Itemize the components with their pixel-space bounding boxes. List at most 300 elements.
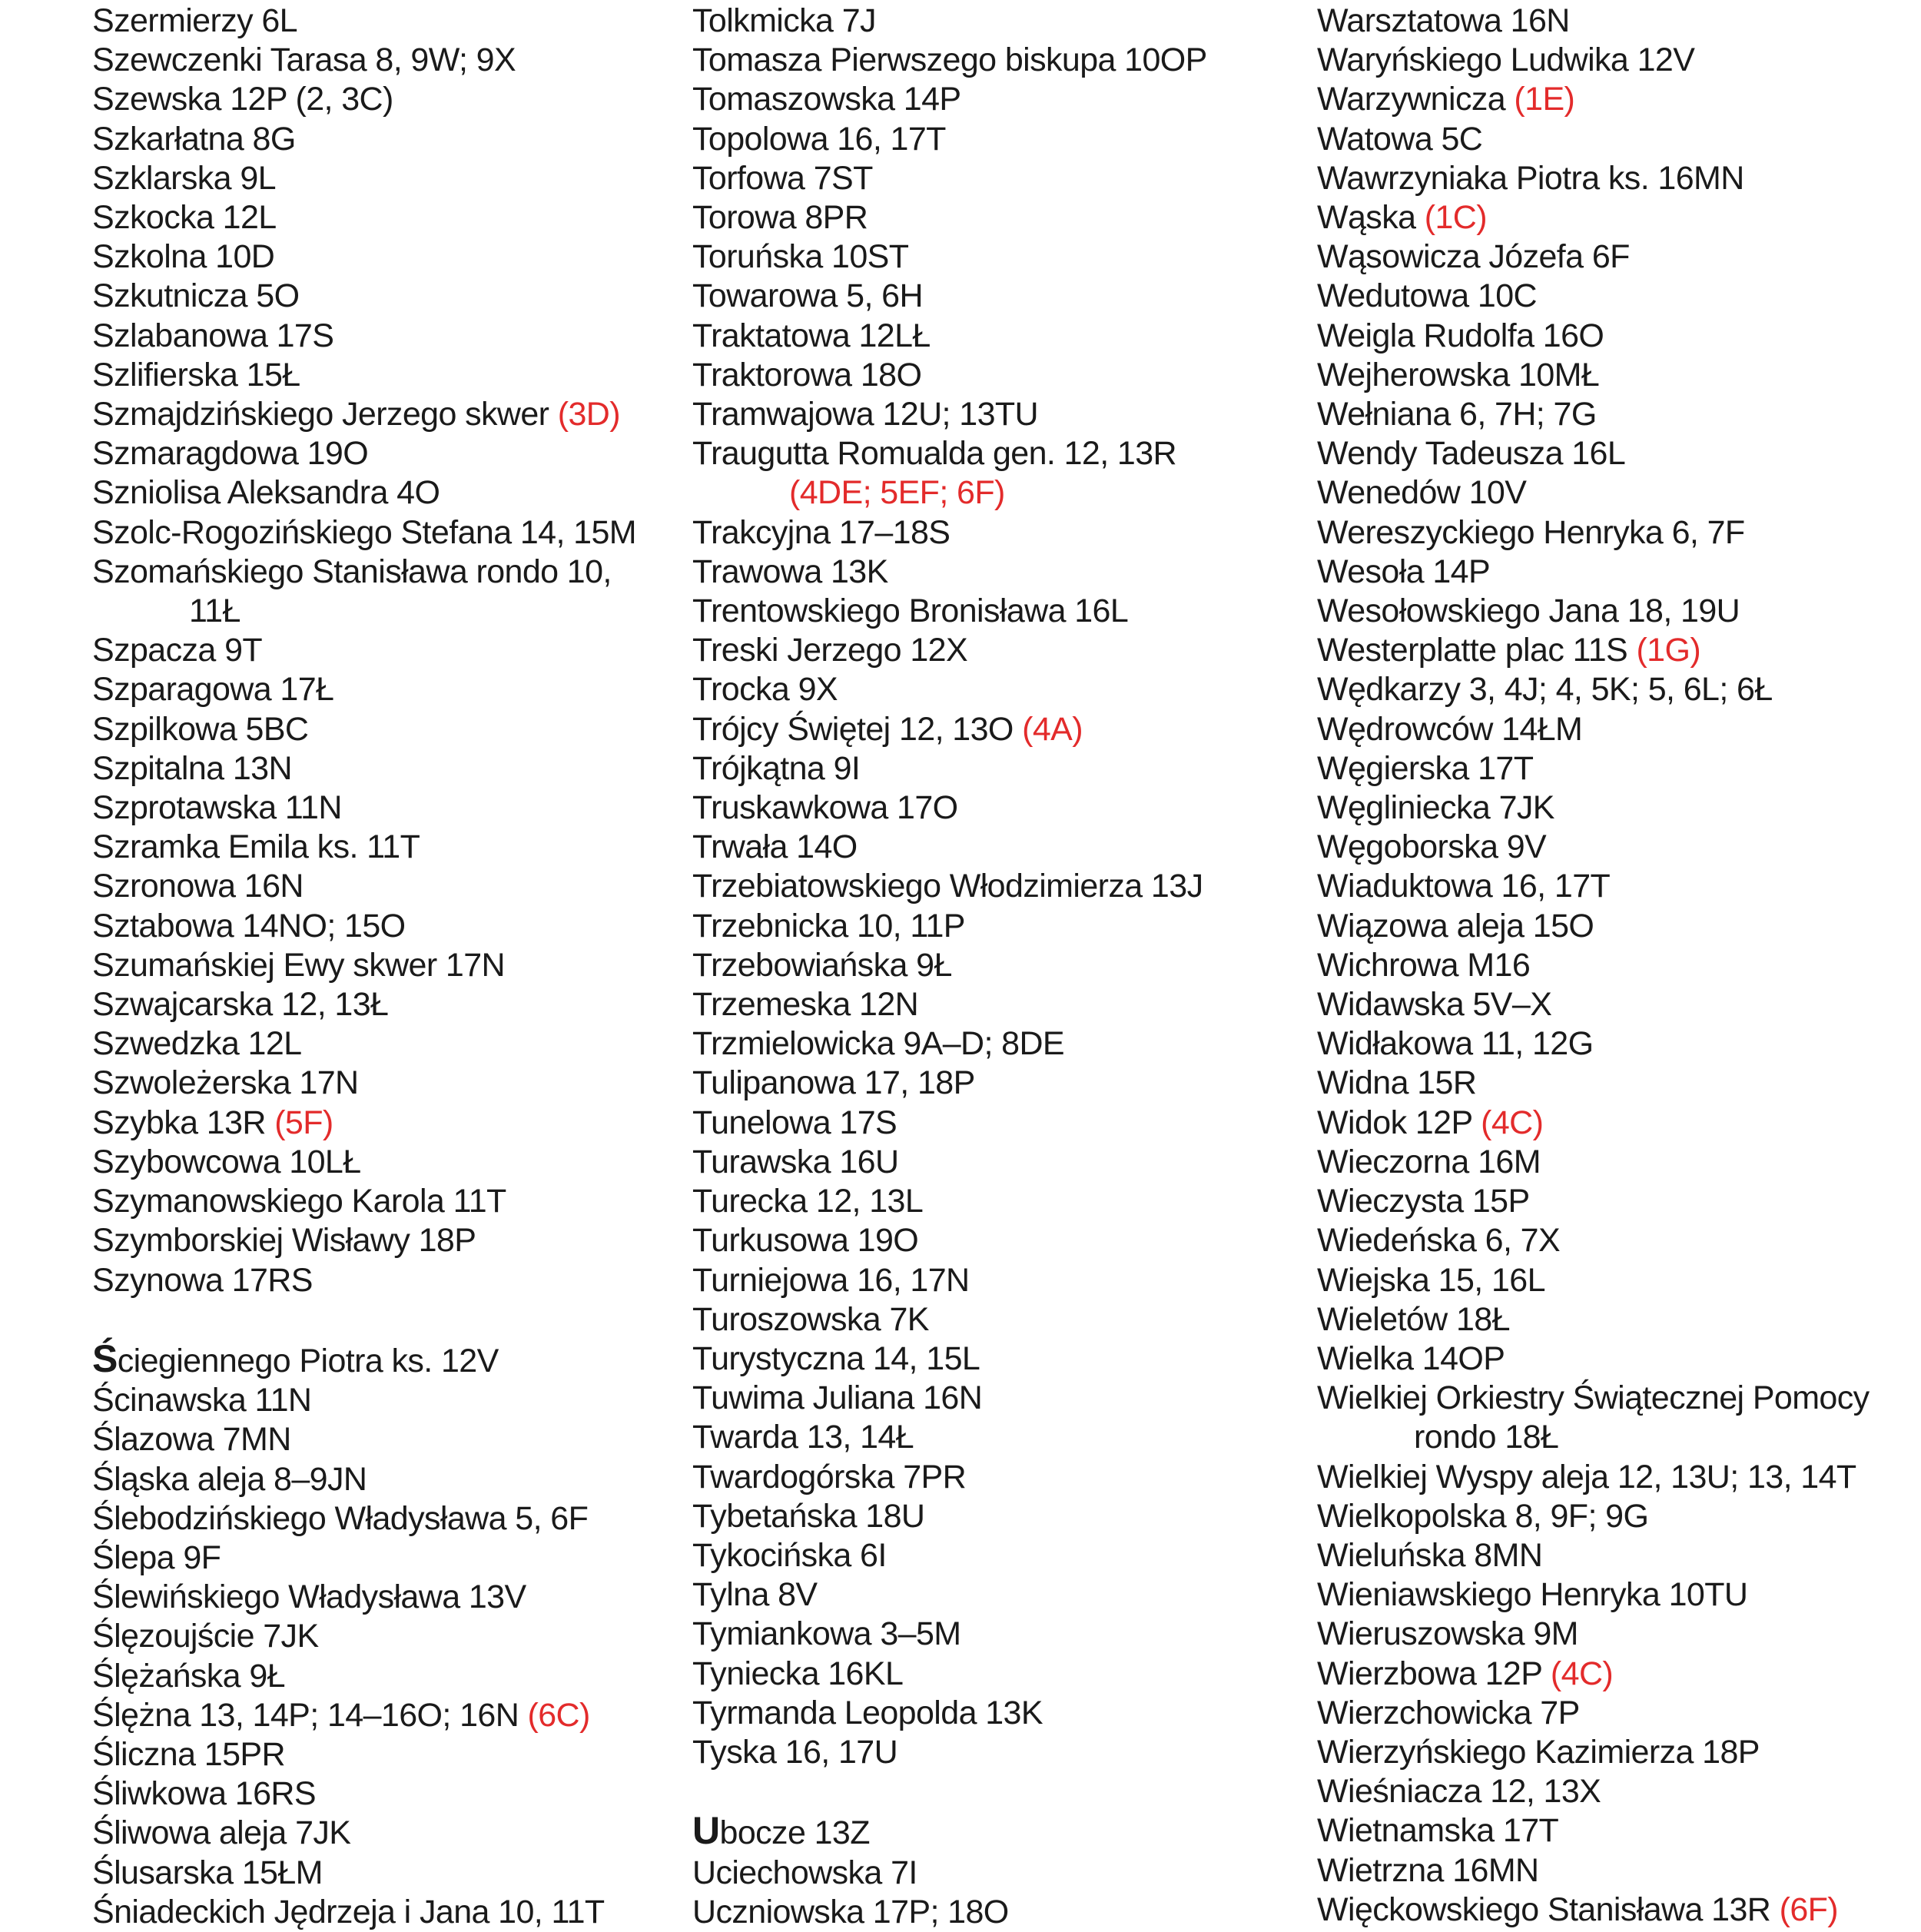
street-name: Wierzchowicka 7P [1317,1694,1580,1731]
index-entry [92,1539,636,1578]
street-name: Ślepa 9F [92,1539,221,1576]
street-name: Tomasza Pierwszego biskupa 10OP [692,41,1207,79]
street-name: Trocka 9X [692,671,838,709]
index-entry [92,749,636,788]
index-entry [92,946,636,985]
street-name: Widawska 5V–X [1317,986,1552,1024]
street-name: Wieletów 18Ł [1317,1300,1510,1338]
street-name: Śniadeckich Jędrzeja i Jana 10, 11T [92,1893,605,1930]
street-name: Traugutta Romualda gen. 12, 13R [692,435,1176,473]
street-name: ciegiennego Piotra ks. 12V [117,1342,499,1379]
street-name: Ślężna 13, 14P; 14–16O; 16N [92,1696,528,1734]
index-entry [692,1655,1207,1694]
index-entry [92,1104,636,1143]
street-name: Szolc-Rogozińskiego Stefana 14, 15M [92,513,637,551]
street-name: Tylna 8V [692,1576,818,1614]
street-name: Traktatowa 12LŁ [692,317,931,354]
street-name: Tulipanowa 17, 18P [692,1064,975,1102]
street-name: Ślewińskiego Władysława 13V [92,1578,526,1616]
index-entry [1317,749,1870,788]
street-name: Wieniawskiego Henryka 10TU [1317,1576,1748,1614]
street-name: Szybowcowa 10LŁ [92,1143,361,1180]
street-name: Węgoborska 9V [1317,828,1547,866]
street-name: Wąsowicza Józefa 6F [1317,238,1630,276]
index-entry [692,356,1207,395]
street-name: Tyska 16, 17U [692,1733,898,1771]
index-entry [692,2,1207,41]
street-name: Węgliniecka 7JK [1317,789,1554,827]
index-entry [692,985,1207,1024]
street-name: Torowa 8PR [692,199,868,237]
index-entry [692,1143,1207,1182]
index-entry [692,1575,1207,1615]
street-name: Szramka Emila ks. 11T [92,828,420,866]
index-entry [692,631,1207,670]
street-name: Trawowa 13K [692,553,888,590]
index-entry [692,1811,1207,1853]
street-name: Szwedzka 12L [92,1025,302,1063]
index-entry [92,1221,636,1260]
index-entry [1317,1104,1870,1143]
index-entry [1317,1339,1870,1379]
index-entry [92,985,636,1024]
street-name: Wędkarzy 3, 4J; 4, 5K; 5, 6L; 6Ł [1317,671,1773,709]
index-entry [692,41,1207,80]
street-name: Wielkopolska 8, 9F; 9G [1317,1497,1649,1535]
index-entry [92,120,636,159]
street-name: Turecka 12, 13L [692,1183,924,1220]
street-name: Szymborskiej Wisławy 18P [92,1222,476,1260]
street-name: Szmaragdowa 19O [92,435,369,473]
street-name: Wiązowa aleja 15O [1317,907,1594,944]
index-entry [92,907,636,946]
section-initial: Ś [92,1336,118,1380]
index-entry [92,867,636,906]
street-name: Szprotawska 11N [92,789,342,827]
street-name: Wieruszowska 9M [1317,1615,1578,1653]
index-entry [92,1657,636,1696]
index-entry [692,1104,1207,1143]
index-entry [692,946,1207,985]
street-name: Szumańskiej Ewy skwer 17N [92,946,506,984]
index-entry [692,317,1207,356]
street-name: Wieśniacza 12, 13X [1317,1773,1601,1811]
street-name: Szermierzy 6L [92,2,297,39]
index-entry [692,907,1207,946]
index-entry [1317,80,1870,119]
index-entry [692,1497,1207,1536]
street-name: Wietnamska 17T [1317,1812,1559,1850]
street-name: Wieluńska 8MN [1317,1536,1543,1574]
index-entry [692,277,1207,316]
street-name: Wełniana 6, 7H; 7G [1317,396,1597,433]
index-entry [692,120,1207,159]
index-entry [1317,1536,1870,1575]
index-entry [1317,867,1870,906]
inset-map-reference: (1C) [1424,199,1487,237]
index-entry [692,867,1207,906]
index-entry [1317,1143,1870,1182]
index-entry [692,1182,1207,1221]
index-entry [92,1381,636,1420]
street-name: Wesołowskiego Jana 18, 19U [1317,593,1740,630]
street-name: Trzemeska 12N [692,986,919,1024]
street-name: Truskawkowa 17O [692,789,958,827]
index-entry [1317,317,1870,356]
index-entry [92,1460,636,1499]
street-name: Uczniowska 17P; 18O [692,1893,1009,1930]
street-name: Szynowa 17RS [92,1261,313,1299]
street-name: Szomańskiego Stanisława rondo 10, [92,553,612,590]
index-entry [1317,1064,1870,1103]
street-name: Węgierska 17T [1317,749,1534,787]
index-entry [92,395,636,434]
index-entry [92,513,636,553]
street-name: Wichrowa M16 [1317,946,1531,984]
index-column-1 [92,2,636,1932]
street-name: Śliwkowa 16RS [92,1775,316,1813]
index-entry [1317,159,1870,198]
inset-map-reference: (4C) [1550,1655,1614,1692]
index-entry [1317,670,1870,709]
street-name: Tunelowa 17S [692,1104,897,1141]
index-entry [1317,1024,1870,1064]
street-name: Wielkiej Wyspy aleja 12, 13U; 13, 14T [1317,1458,1856,1495]
index-entry [1317,356,1870,395]
street-name: Szparagowa 17Ł [92,671,334,709]
index-entry [92,198,636,237]
index-entry [692,788,1207,828]
street-name: Tolkmicka 7J [692,2,876,39]
index-entry [1317,1221,1870,1260]
street-name: Turkusowa 19O [692,1222,919,1260]
street-name: Twarda 13, 14Ł [692,1419,914,1456]
inset-map-reference: (1E) [1514,81,1575,118]
street-name: Treski Jerzego 12X [692,632,968,669]
index-entry [692,1064,1207,1103]
street-name: Sztabowa 14NO; 15O [92,907,406,944]
street-name: Wierzyńskiego Kazimierza 18P [1317,1733,1760,1771]
street-name: Tramwajowa 12U; 13TU [692,396,1038,433]
street-name-continuation: 11Ł [189,593,241,630]
index-entry [1317,907,1870,946]
index-entry [1317,1694,1870,1733]
street-name: Tyrmanda Leopolda 13K [692,1694,1043,1731]
street-name: Wiejska 15, 16L [1317,1261,1545,1299]
street-name: Twardogórska 7PR [692,1458,967,1495]
index-column-2 [692,2,1207,1932]
index-entry [1317,1261,1870,1300]
index-entry [1317,1811,1870,1851]
index-entry [92,1735,636,1774]
inset-map-reference: (5F) [274,1104,333,1141]
index-entry [1317,1458,1870,1497]
street-name: Turawska 16U [692,1143,899,1180]
index-entry [692,670,1207,709]
street-name: Turniejowa 16, 17N [692,1261,970,1299]
index-entry [92,159,636,198]
section-initial: U [692,1809,720,1853]
street-name: Wedutowa 10C [1317,277,1538,315]
street-name: Tyniecka 16KL [692,1655,904,1692]
index-entry [92,1064,636,1103]
index-entry [692,553,1207,592]
index-entry [1317,1575,1870,1615]
index-entry [1317,592,1870,631]
index-entry [92,356,636,395]
street-name: Tybetańska 18U [692,1497,925,1535]
street-name: Trójkątna 9I [692,749,861,787]
index-entry [692,237,1207,277]
street-name: Trakcyjna 17–18S [692,513,951,551]
index-entry [92,788,636,828]
street-name: Tykocińska 6I [692,1536,887,1574]
index-entry [692,1733,1207,1772]
index-entry [1317,237,1870,277]
street-name: Wielkiej Orkiestry Świątecznej Pomocy [1317,1379,1870,1417]
index-entry [1317,1733,1870,1772]
index-entry [92,80,636,119]
index-entry [692,198,1207,237]
index-entry [92,473,636,513]
index-entry [92,2,636,41]
street-name: Wielka 14OP [1317,1339,1505,1377]
street-name: Śląska aleja 8–9JN [92,1460,367,1498]
index-entry [1317,1300,1870,1339]
street-name: Uciechowska 7I [692,1854,917,1891]
index-entry [692,1615,1207,1654]
street-name: Trzebnicka 10, 11P [692,907,965,944]
street-name: Szybka 13R [92,1104,275,1141]
index-entry [1317,1772,1870,1811]
street-name: Śliczna 15PR [92,1735,285,1773]
street-name: Szymanowskiego Karola 11T [92,1183,506,1220]
index-entry [1317,1497,1870,1536]
index-entry [1317,198,1870,237]
index-entry [1317,1851,1870,1891]
index-entry [92,1499,636,1539]
index-entry [692,1300,1207,1339]
street-name: Szkarłatna 8G [92,120,296,158]
index-entry [1317,2,1870,41]
index-entry [692,1458,1207,1497]
index-entry [1317,710,1870,749]
street-name: Szwoleżerska 17N [92,1064,359,1102]
street-name: Tomaszowska 14P [692,81,961,118]
street-name: Trzebiatowskiego Włodzimierza 13J [692,868,1203,905]
index-entry [92,1814,636,1853]
index-entry [692,1379,1207,1418]
index-entry [92,1420,636,1459]
street-name: Wieczorna 16M [1317,1143,1541,1180]
index-entry [1317,985,1870,1024]
index-entry [1317,1655,1870,1694]
street-name: Traktorowa 18O [692,356,922,393]
index-entry [92,1774,636,1814]
index-entry [692,1854,1207,1893]
street-name: Towarowa 5, 6H [692,277,923,315]
inset-map-reference: (3D) [557,396,620,433]
street-name: Szronowa 16N [92,868,304,905]
index-entry [92,670,636,709]
section-gap [692,1772,1207,1811]
street-name: Szwajcarska 12, 13Ł [92,986,389,1024]
street-name: Warsztatowa 16N [1317,2,1570,39]
street-name: Szlabanowa 17S [92,317,334,354]
street-name: Wenedów 10V [1317,474,1527,512]
street-name: Trentowskiego Bronisława 16L [692,593,1129,630]
inset-map-reference: (4C) [1481,1104,1544,1141]
index-entry [692,592,1207,631]
street-name: Widna 15R [1317,1064,1477,1102]
street-name: Ślusarska 15ŁM [92,1854,323,1891]
street-name: Ślazowa 7MN [92,1421,291,1459]
street-name: Widłakowa 11, 12G [1317,1025,1594,1063]
street-name: Wereszyckiego Henryka 6, 7F [1317,513,1745,551]
street-name: Wietrzna 16MN [1317,1851,1539,1889]
index-entry [92,41,636,80]
street-name: Warzywnicza [1317,81,1515,118]
index-entry [1317,41,1870,80]
index-entry [92,710,636,749]
street-name: Wierzbowa 12P [1317,1655,1551,1692]
index-entry [1317,631,1870,670]
index-entry [92,1617,636,1656]
index-entry [692,1024,1207,1064]
street-name: Trójcy Świętej 12, 13O [692,710,1023,748]
index-entry [92,1336,636,1381]
street-name: Ślężańska 9Ł [92,1657,285,1695]
index-column-3 [1317,2,1870,1930]
index-entry [92,553,636,631]
index-entry [92,317,636,356]
street-name: Szklarska 9L [92,159,276,197]
index-entry [1317,277,1870,316]
street-name: Szkolna 10D [92,238,275,276]
index-entry [692,1893,1207,1932]
index-entry [692,749,1207,788]
index-entry [692,159,1207,198]
street-name: Szewczenki Tarasa 8, 9W; 9X [92,41,516,79]
index-entry [92,1143,636,1182]
street-name: Westerplatte plac 11S [1317,632,1637,669]
index-entry [692,1694,1207,1733]
index-entry [1317,120,1870,159]
street-name: Waryńskiego Ludwika 12V [1317,41,1695,79]
street-name: Toruńska 10ST [692,238,909,276]
index-entry [1317,553,1870,592]
street-name: Wawrzyniaka Piotra ks. 16MN [1317,159,1744,197]
index-entry [1317,1615,1870,1654]
index-entry [1317,434,1870,473]
index-entry [92,1696,636,1735]
street-name: Szlifierska 15Ł [92,356,300,393]
index-entry [1317,788,1870,828]
index-entry [92,1854,636,1893]
street-name: Tymiankowa 3–5M [692,1615,961,1653]
street-name: Weigla Rudolfa 16O [1317,317,1604,354]
index-entry [92,1182,636,1221]
street-name: Szpitalna 13N [92,749,292,787]
street-name: Topolowa 16, 17T [692,120,946,158]
street-name: Ślebodzińskiego Władysława 5, 6F [92,1499,589,1537]
street-name: Trzebowiańska 9Ł [692,946,952,984]
index-entry [692,1261,1207,1300]
inset-map-reference: (6F) [1779,1891,1839,1928]
index-entry [92,828,636,867]
index-entry [92,277,636,316]
index-entry [1317,1182,1870,1221]
index-entry [692,828,1207,867]
index-entry [1317,1891,1870,1930]
street-name: Trzmielowicka 9A–D; 8DE [692,1025,1065,1063]
inset-map-reference: (6C) [527,1696,590,1734]
index-entry [692,710,1207,749]
street-name: Szkutnicza 5O [92,277,300,315]
street-name: Wąska [1317,199,1425,237]
index-entry [92,237,636,277]
street-name: Szmajdzińskiego Jerzego skwer [92,396,558,433]
index-entry [92,1893,636,1932]
street-name: Wiaduktowa 16, 17T [1317,868,1611,905]
index-entry [1317,473,1870,513]
street-name-continuation: rondo 18Ł [1414,1419,1559,1456]
inset-map-reference: (4DE; 5EF; 6F) [789,474,1005,512]
street-name: Turystyczna 14, 15L [692,1339,980,1377]
index-entry [92,1261,636,1300]
index-entry [92,1024,636,1064]
inset-map-reference: (1G) [1636,632,1701,669]
index-entry [692,1418,1207,1457]
index-entry [692,434,1207,513]
index-entry [1317,513,1870,553]
street-name: Wieczysta 15P [1317,1183,1530,1220]
street-name: Szkocka 12L [92,199,277,237]
street-name: Więckowskiego Stanisława 13R [1317,1891,1780,1928]
index-entry [1317,828,1870,867]
street-name: Szpilkowa 5BC [92,710,309,748]
index-entry [92,1578,636,1617]
street-name: Szniolisa Aleksandra 4O [92,474,440,512]
index-entry [1317,395,1870,434]
index-entry [692,513,1207,553]
index-entry [692,80,1207,119]
inset-map-reference: (4A) [1022,710,1083,748]
index-entry [1317,946,1870,985]
section-gap [92,1300,636,1339]
street-name: Trwała 14O [692,828,858,866]
street-name: Watowa 5C [1317,120,1483,158]
street-name: Turoszowska 7K [692,1300,929,1338]
index-entry [692,395,1207,434]
street-name: Wendy Tadeusza 16L [1317,435,1626,473]
street-name: Wiedeńska 6, 7X [1317,1222,1561,1260]
index-entry [692,1339,1207,1379]
street-name: Wejherowska 10MŁ [1317,356,1600,393]
index-entry [1317,1379,1870,1457]
street-name: Widok 12P [1317,1104,1481,1141]
street-name: Ścinawska 11N [92,1382,312,1419]
street-name: Wędrowców 14ŁM [1317,710,1583,748]
street-name: bocze 13Z [719,1814,870,1852]
index-entry [92,434,636,473]
street-name: Ślęzoujście 7JK [92,1618,319,1655]
street-name: Torfowa 7ST [692,159,873,197]
street-name: Szewska 12P (2, 3C) [92,81,393,118]
index-entry [92,631,636,670]
index-entry [692,1536,1207,1575]
index-entry [692,1221,1207,1260]
